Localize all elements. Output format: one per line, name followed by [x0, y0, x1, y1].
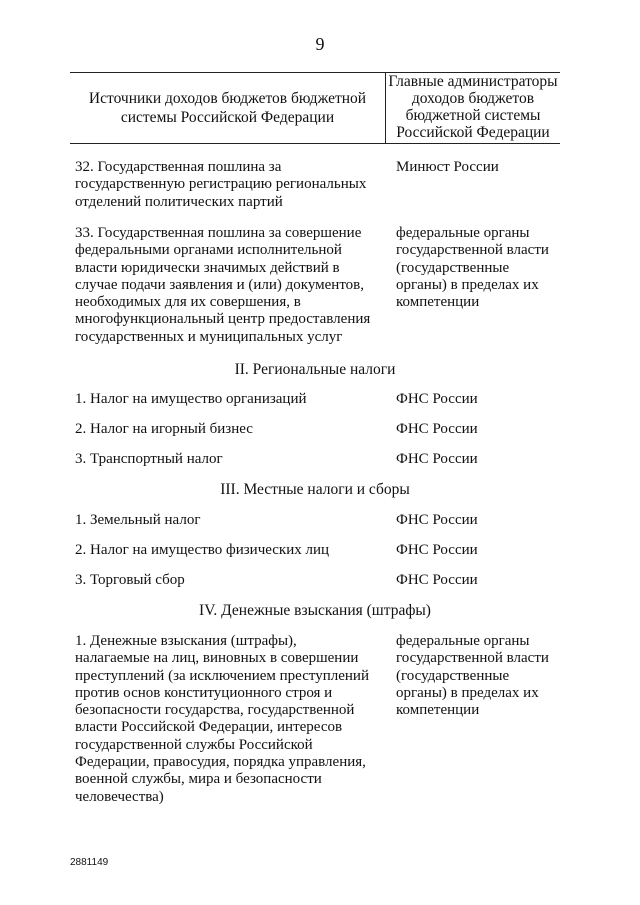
regional-row-2-admin: ФНС России [396, 421, 478, 437]
section-title-regional: II. Региональные налоги [234, 361, 396, 378]
header-income-sources: Источники доходов бюджетов бюджетной системы Российской Федерации [88, 90, 367, 126]
row-32-source: 32. Государственная пошлина за государственную регистрацию региональных отделений политических партий [75, 159, 367, 210]
row-32-admin: Минюст России [396, 159, 499, 175]
row-33-source: 33. Государственная пошлина за совершение федеральными органами исполнительной власти юридически значимых действий в случае подачи заявления и (или) документов, необходимых для их совершения, в многофункциональный центр предоставления государственных и муниципальных услуг [75, 225, 371, 345]
regional-row-1-source: 1. Налог на имущество организаций [75, 391, 307, 407]
document-code: 2881149 [70, 857, 109, 868]
row-33-admin: федеральные органы государственной власти (государственные органы) в пределах их компетенции [396, 225, 549, 311]
local-row-3-source: 3. Торговый сбор [75, 572, 185, 588]
regional-row-1-admin: ФНС России [396, 391, 478, 407]
page-number: 9 [315, 34, 325, 54]
regional-row-2-source: 2. Налог на игорный бизнес [75, 421, 253, 437]
local-row-2-admin: ФНС России [396, 542, 478, 558]
section-title-local: III. Местные налоги и сборы [220, 481, 410, 498]
local-row-2-source: 2. Налог на имущество физических лиц [75, 542, 330, 558]
local-row-3-admin: ФНС России [396, 572, 478, 588]
local-row-1-source: 1. Земельный налог [75, 512, 201, 528]
local-row-1-admin: ФНС России [396, 512, 478, 528]
section-title-fines: IV. Денежные взыскания (штрафы) [199, 602, 431, 619]
fines-row-1-admin: федеральные органы государственной власти (государственные органы) в пределах их компетенции [396, 633, 549, 719]
header-bottom-rule [70, 143, 560, 144]
fines-row-1-source: 1. Денежные взыскания (штрафы), налагаемые на лиц, виновных в совершении преступлений (за исключением преступлений против основ конституционного строя и безопасности государства, государственной власти Российской Федерации, интересов государственной службы Российской Федерации, правосудия, порядка управления, военной службы, мира и безопасности человечества) [75, 633, 369, 805]
regional-row-3-admin: ФНС России [396, 451, 478, 467]
header-chief-administrators: Главные администраторы доходов бюджетов бюджетной системы Российской Федерации [388, 73, 558, 141]
regional-row-3-source: 3. Транспортный налог [75, 451, 223, 467]
